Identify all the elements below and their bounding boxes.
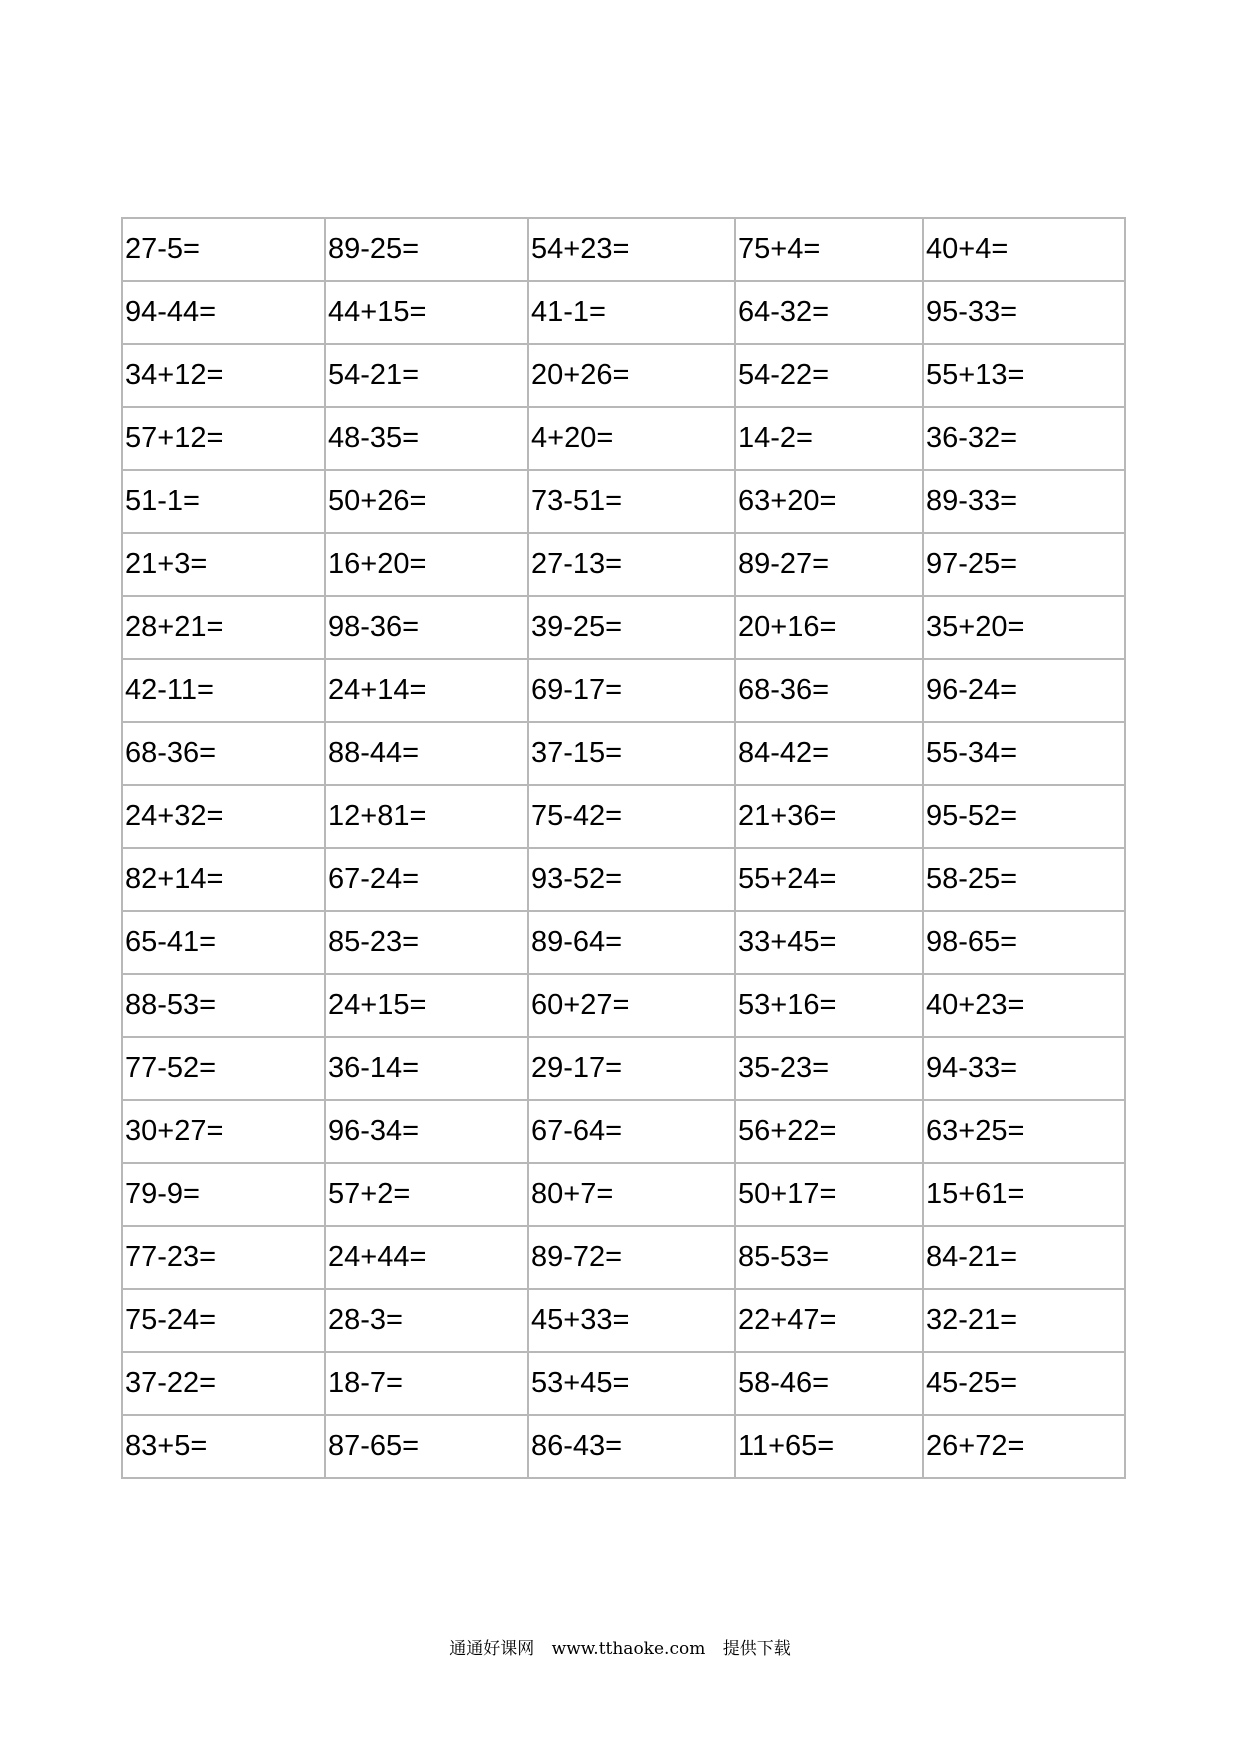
problem-cell: 95-33= — [923, 281, 1125, 344]
problem-cell: 28-3= — [325, 1289, 528, 1352]
worksheet-row — [122, 1037, 1125, 1100]
problem-cell: 56+22= — [735, 1100, 923, 1163]
problem-cell: 20+26= — [528, 344, 735, 407]
problem-cell: 50+26= — [325, 470, 528, 533]
problem-cell: 73-51= — [528, 470, 735, 533]
problem-cell: 57+12= — [122, 407, 325, 470]
problem-cell: 39-25= — [528, 596, 735, 659]
worksheet-row — [122, 974, 1125, 1037]
problem-cell: 21+36= — [735, 785, 923, 848]
problem-cell: 34+12= — [122, 344, 325, 407]
worksheet-row — [122, 1352, 1125, 1415]
worksheet-row — [122, 1226, 1125, 1289]
problem-cell: 35+20= — [923, 596, 1125, 659]
problem-cell: 89-27= — [735, 533, 923, 596]
problem-cell: 55-34= — [923, 722, 1125, 785]
problem-cell: 85-23= — [325, 911, 528, 974]
problem-cell: 54-21= — [325, 344, 528, 407]
problem-cell: 55+24= — [735, 848, 923, 911]
worksheet-row — [122, 1163, 1125, 1226]
problem-cell: 83+5= — [122, 1415, 325, 1478]
worksheet-row — [122, 848, 1125, 911]
problem-cell: 24+15= — [325, 974, 528, 1037]
problem-cell: 48-35= — [325, 407, 528, 470]
problem-cell: 50+17= — [735, 1163, 923, 1226]
problem-cell: 96-24= — [923, 659, 1125, 722]
problem-cell: 57+2= — [325, 1163, 528, 1226]
problem-cell: 42-11= — [122, 659, 325, 722]
problem-cell: 36-32= — [923, 407, 1125, 470]
problem-cell: 79-9= — [122, 1163, 325, 1226]
problem-cell: 58-25= — [923, 848, 1125, 911]
worksheet-row — [122, 344, 1125, 407]
problem-cell: 98-36= — [325, 596, 528, 659]
problem-cell: 55+13= — [923, 344, 1125, 407]
footer-url: www.tthaoke.com — [551, 1639, 706, 1659]
problem-cell: 89-64= — [528, 911, 735, 974]
problem-cell: 20+16= — [735, 596, 923, 659]
problem-cell: 84-42= — [735, 722, 923, 785]
problem-cell: 67-24= — [325, 848, 528, 911]
problem-cell: 40+23= — [923, 974, 1125, 1037]
problem-cell: 40+4= — [923, 218, 1125, 281]
problem-cell: 95-52= — [923, 785, 1125, 848]
problem-cell: 22+47= — [735, 1289, 923, 1352]
problem-cell: 89-72= — [528, 1226, 735, 1289]
problem-cell: 27-13= — [528, 533, 735, 596]
problem-cell: 82+14= — [122, 848, 325, 911]
problem-cell: 77-52= — [122, 1037, 325, 1100]
worksheet-row — [122, 659, 1125, 722]
problem-cell: 11+65= — [735, 1415, 923, 1478]
problem-cell: 44+15= — [325, 281, 528, 344]
problem-cell: 37-22= — [122, 1352, 325, 1415]
problem-cell: 45+33= — [528, 1289, 735, 1352]
worksheet-row — [122, 533, 1125, 596]
worksheet-body — [122, 218, 1125, 1478]
page-footer — [0, 1634, 1240, 1659]
problem-cell: 64-32= — [735, 281, 923, 344]
worksheet-row — [122, 1289, 1125, 1352]
problem-cell: 97-25= — [923, 533, 1125, 596]
problem-cell: 58-46= — [735, 1352, 923, 1415]
worksheet-row — [122, 470, 1125, 533]
problem-cell: 37-15= — [528, 722, 735, 785]
problem-cell: 26+72= — [923, 1415, 1125, 1478]
problem-cell: 63+25= — [923, 1100, 1125, 1163]
worksheet-row — [122, 1100, 1125, 1163]
problem-cell: 88-44= — [325, 722, 528, 785]
problem-cell: 88-53= — [122, 974, 325, 1037]
problem-cell: 94-33= — [923, 1037, 1125, 1100]
problem-cell: 53+45= — [528, 1352, 735, 1415]
problem-cell: 67-64= — [528, 1100, 735, 1163]
problem-cell: 53+16= — [735, 974, 923, 1037]
problem-cell: 30+27= — [122, 1100, 325, 1163]
problem-cell: 15+61= — [923, 1163, 1125, 1226]
problem-cell: 86-43= — [528, 1415, 735, 1478]
worksheet-row — [122, 1415, 1125, 1478]
problem-cell: 36-14= — [325, 1037, 528, 1100]
problem-cell: 85-53= — [735, 1226, 923, 1289]
problem-cell: 45-25= — [923, 1352, 1125, 1415]
problem-cell: 63+20= — [735, 470, 923, 533]
problem-cell: 84-21= — [923, 1226, 1125, 1289]
problem-cell: 24+14= — [325, 659, 528, 722]
problem-cell: 69-17= — [528, 659, 735, 722]
problem-cell: 93-52= — [528, 848, 735, 911]
problem-cell: 68-36= — [122, 722, 325, 785]
problem-cell: 24+44= — [325, 1226, 528, 1289]
problem-cell: 75+4= — [735, 218, 923, 281]
worksheet-row — [122, 596, 1125, 659]
problem-cell: 96-34= — [325, 1100, 528, 1163]
arithmetic-worksheet-table — [121, 217, 1126, 1479]
worksheet-row — [122, 722, 1125, 785]
worksheet-row — [122, 281, 1125, 344]
problem-cell: 51-1= — [122, 470, 325, 533]
worksheet-row — [122, 407, 1125, 470]
problem-cell: 65-41= — [122, 911, 325, 974]
problem-cell: 14-2= — [735, 407, 923, 470]
problem-cell: 4+20= — [528, 407, 735, 470]
worksheet-row — [122, 911, 1125, 974]
problem-cell: 94-44= — [122, 281, 325, 344]
problem-cell: 75-24= — [122, 1289, 325, 1352]
problem-cell: 18-7= — [325, 1352, 528, 1415]
problem-cell: 75-42= — [528, 785, 735, 848]
worksheet-row — [122, 785, 1125, 848]
problem-cell: 21+3= — [122, 533, 325, 596]
footer-site-name: 通通好课网 — [449, 1639, 535, 1659]
problem-cell: 77-23= — [122, 1226, 325, 1289]
problem-cell: 89-25= — [325, 218, 528, 281]
footer-suffix: 提供下载 — [722, 1639, 791, 1659]
problem-cell: 33+45= — [735, 911, 923, 974]
problem-cell: 27-5= — [122, 218, 325, 281]
problem-cell: 35-23= — [735, 1037, 923, 1100]
problem-cell: 68-36= — [735, 659, 923, 722]
problem-cell: 54+23= — [528, 218, 735, 281]
problem-cell: 16+20= — [325, 533, 528, 596]
problem-cell: 87-65= — [325, 1415, 528, 1478]
problem-cell: 24+32= — [122, 785, 325, 848]
problem-cell: 80+7= — [528, 1163, 735, 1226]
problem-cell: 28+21= — [122, 596, 325, 659]
problem-cell: 32-21= — [923, 1289, 1125, 1352]
problem-cell: 89-33= — [923, 470, 1125, 533]
problem-cell: 54-22= — [735, 344, 923, 407]
problem-cell: 29-17= — [528, 1037, 735, 1100]
problem-cell: 98-65= — [923, 911, 1125, 974]
problem-cell: 41-1= — [528, 281, 735, 344]
problem-cell: 60+27= — [528, 974, 735, 1037]
problem-cell: 12+81= — [325, 785, 528, 848]
worksheet-row — [122, 218, 1125, 281]
